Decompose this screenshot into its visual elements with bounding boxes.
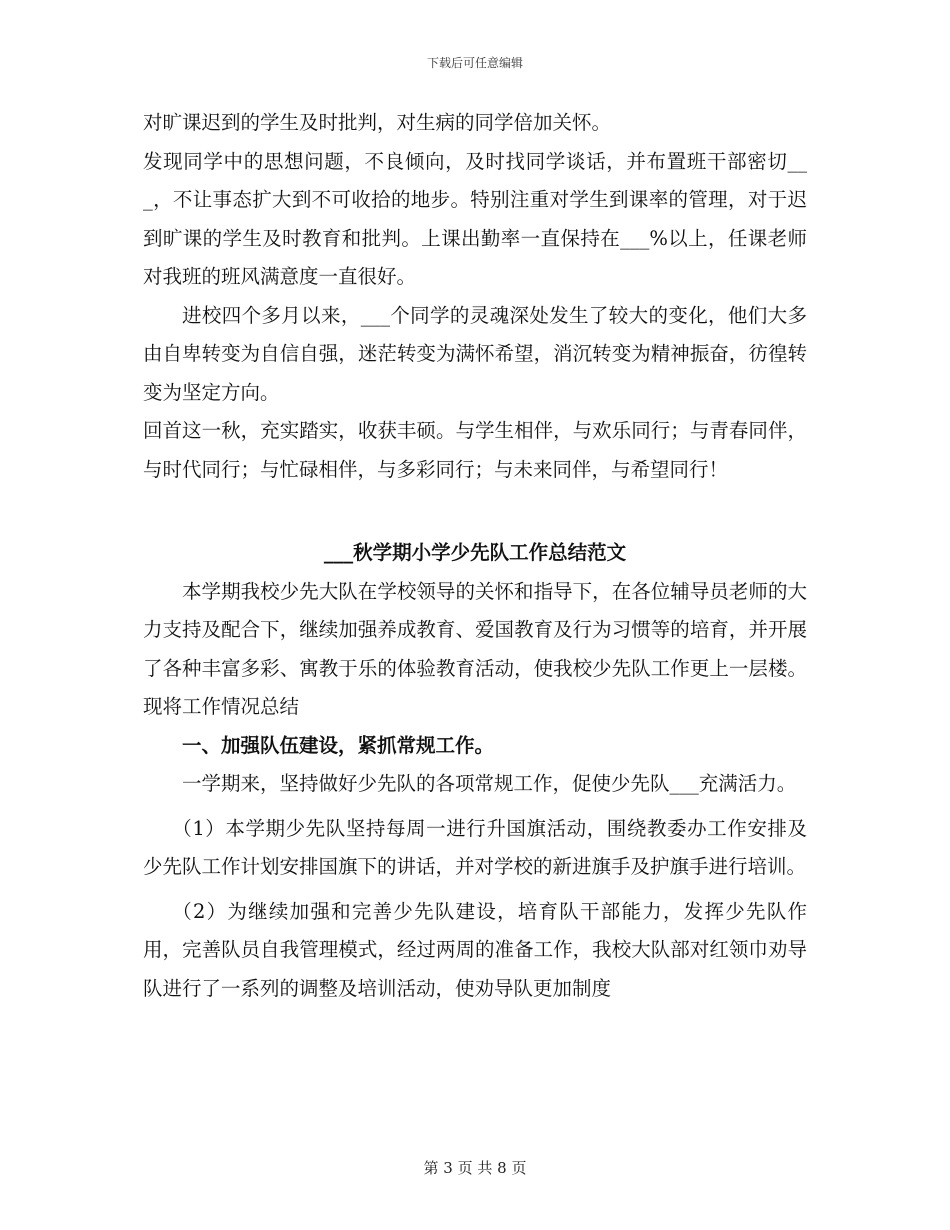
paragraph-8: （2）为继续加强和完善少先队建设，培育队干部能力，发挥少先队作用，完善队员自我管理模式，经过两周的准备工作，我校大队部对红领巾劝导队进行了一系列的调整及培训活动，使劝导队更加制度 <box>143 899 807 1000</box>
page-header: 下载后可任意编辑 <box>426 56 523 70</box>
paragraph-5: 本学期我校少先大队在学校领导的关怀和指导下，在各位辅导员老师的大力支持及配合下，继续加强养成教育、爱国教育及行为习惯等的培育，并开展了各种丰富多彩、寓教于乐的体验教育活动，使我校少先队工作更上一层楼。现将工作情况总结 <box>143 579 807 718</box>
paragraph-7: （1）本学期少先队坚持每周一进行升国旗活动，围绕教委办工作安排及少先队工作计划安排国旗下的讲话，并对学校的新进旗手及护旗手进行培训。 <box>143 816 807 878</box>
document-body <box>143 104 807 1008</box>
paragraph-4: 回首这一秋，充实踏实，收获丰硕。与学生相伴，与欢乐同行；与青春同伴，与时代同行；与忙碌相伴，与多彩同行；与未来同伴，与希望同行！ <box>143 419 807 481</box>
paragraph-6: 一学期来，坚持做好少先队的各项常规工作，促使少先队___充满活力。 <box>182 772 797 795</box>
paragraph-1: 对旷课迟到的学生及时批判，对生病的同学倍加关怀。 <box>143 111 612 134</box>
section-heading-1: 一、加强队伍建设，紧抓常规工作。 <box>182 733 495 757</box>
page-footer: 第 3 页 共 8 页 <box>423 1159 527 1177</box>
document-title: ___秋学期小学少先队工作总结范文 <box>323 541 627 564</box>
paragraph-3: 进校四个多月以来，___个同学的灵魂深处发生了较大的变化，他们大多由自卑转变为自信自强，迷茫转变为满怀希望，消沉转变为精神振奋，彷徨转变为坚定方向。 <box>143 303 807 404</box>
paragraph-2: 发现同学中的思想问题，不良倾向，及时找同学谈话，并布置班干部密切___，不让事态扩大到不可收拾的地步。特别注重对学生到课率的管理，对于迟到旷课的学生及时教育和批判。上课出勤率一直保持在___%以上，任课老师对我班的班风满意度一直很好。 <box>143 149 807 288</box>
